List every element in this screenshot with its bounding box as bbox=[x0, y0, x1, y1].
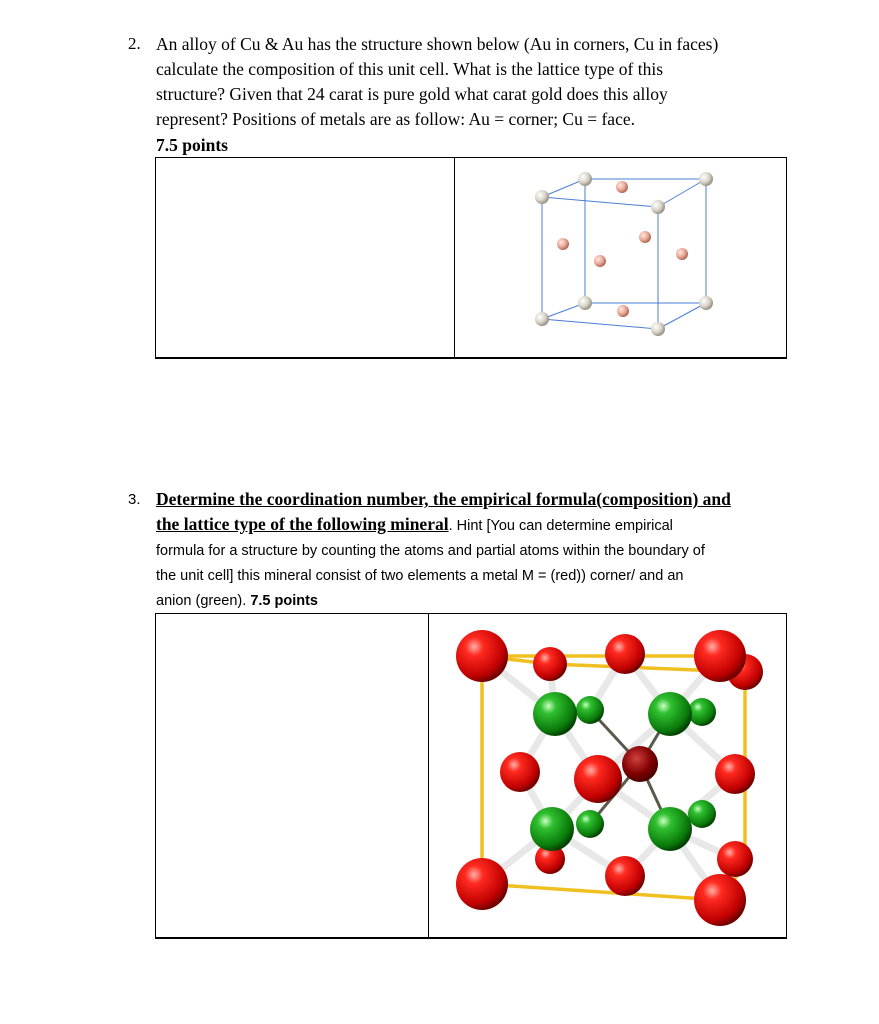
metal-atom-red bbox=[694, 630, 746, 682]
au-atom bbox=[699, 172, 713, 186]
anion-atom-green bbox=[533, 692, 577, 736]
anion-atom-green bbox=[576, 810, 604, 838]
q2-answer-table bbox=[155, 157, 787, 359]
au-atom bbox=[578, 296, 592, 310]
q3-number: 3. bbox=[128, 491, 141, 508]
metal-atom-dark-red bbox=[622, 746, 658, 782]
cu-atom bbox=[676, 248, 688, 260]
q2-answer-cell[interactable] bbox=[156, 158, 455, 357]
au-atom bbox=[651, 322, 665, 336]
au-atom bbox=[578, 172, 592, 186]
q3-line-2-bold: the lattice type of the following mineral bbox=[156, 514, 449, 534]
anion-atom-green bbox=[530, 807, 574, 851]
anion-atom-green bbox=[688, 800, 716, 828]
q3-line-2-rest: . Hint [You can determine empirical bbox=[448, 518, 673, 534]
metal-atom-red bbox=[456, 858, 508, 910]
anion-atom-green bbox=[576, 696, 604, 724]
mineral-unit-cell-figure bbox=[430, 614, 785, 938]
q2-line-4: represent? Positions of metals are as follow: Au = corner; Cu = face. bbox=[156, 109, 635, 129]
cu-atom bbox=[616, 181, 628, 193]
cu-atom bbox=[557, 238, 569, 250]
cu-atom bbox=[594, 255, 606, 267]
q2-line-1: An alloy of Cu & Au has the structure shown below (Au in corners, Cu in faces) bbox=[156, 34, 719, 54]
q3-line-4: the unit cell] this mineral consist of two elements a metal M = (red)) corner/ and an bbox=[156, 568, 684, 584]
q2-line-2: calculate the composition of this unit cell. What is the lattice type of this bbox=[156, 59, 664, 79]
q3-line-2 bbox=[156, 512, 796, 539]
q3-text bbox=[156, 487, 796, 614]
q3-answer-cell[interactable] bbox=[156, 614, 428, 939]
q2-figure-cell bbox=[456, 158, 786, 357]
q2-number: 2. bbox=[128, 34, 141, 53]
metal-atom-red bbox=[605, 634, 645, 674]
anion-atom-green bbox=[648, 692, 692, 736]
q3-figure-cell bbox=[430, 614, 786, 939]
au-atom bbox=[699, 296, 713, 310]
q3-points: 7.5 points bbox=[250, 593, 318, 609]
cu-atom bbox=[639, 231, 651, 243]
metal-atom-red bbox=[694, 874, 746, 926]
metal-atom-red bbox=[605, 856, 645, 896]
q2-points: 7.5 points bbox=[156, 135, 228, 155]
q3-answer-table bbox=[155, 613, 787, 939]
metal-atom-red bbox=[574, 755, 622, 803]
metal-atom-red bbox=[500, 752, 540, 792]
metal-atom-red bbox=[456, 630, 508, 682]
au-atom bbox=[535, 312, 549, 326]
au-atom bbox=[535, 190, 549, 204]
q3-line-1: Determine the coordination number, the empirical formula(composition) and bbox=[156, 489, 731, 509]
metal-atom-red bbox=[715, 754, 755, 794]
q2-text bbox=[156, 32, 816, 132]
q3-line-5 bbox=[156, 589, 796, 614]
cu-au-unit-cell-figure bbox=[456, 158, 786, 356]
anion-atom-green bbox=[688, 698, 716, 726]
q3-line-3: formula for a structure by counting the atoms and partial atoms within the boundary of bbox=[156, 543, 705, 559]
q3-table-bottom-rule bbox=[155, 937, 787, 939]
q3-last-line: anion (green). bbox=[156, 593, 251, 609]
q2-table-divider bbox=[454, 158, 455, 357]
cu-atom bbox=[617, 305, 629, 317]
q3-table-divider bbox=[428, 614, 429, 939]
metal-atom-red bbox=[717, 841, 753, 877]
anion-atom-green bbox=[648, 807, 692, 851]
metal-atom-red bbox=[533, 647, 567, 681]
au-atom bbox=[651, 200, 665, 214]
q2-line-3: structure? Given that 24 carat is pure gold what carat gold does this alloy bbox=[156, 84, 668, 104]
